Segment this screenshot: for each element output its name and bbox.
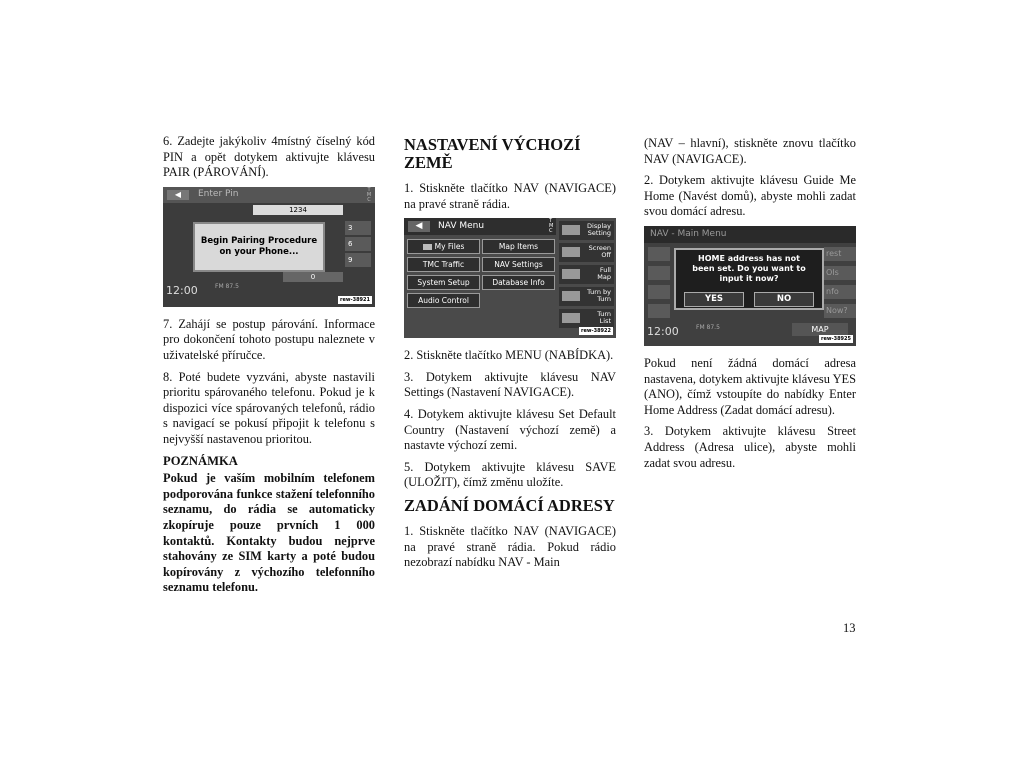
page-number: 13 [843,621,856,635]
menu-button-partial: rest [824,247,856,261]
note-heading: POZNÁMKA [163,453,238,468]
keypad-key: 6 [345,237,371,251]
keypad-key: 3 [345,221,371,235]
column-1 [163,134,375,596]
step-2-text: 2. Stiskněte tlačítko MENU (NABÍDKA). [404,348,614,363]
menu-button-system-setup: System Setup [407,275,480,290]
side-button-display-setting: Display Setting [559,221,614,240]
section-heading-home-address: ZADÁNÍ DOMÁCÍ ADRESY [404,495,615,515]
dialog-line: input it now? [719,273,779,283]
screen-title: NAV - Main Menu [650,228,727,239]
dialog-line: HOME address has not [698,253,800,263]
map-button: MAP [792,323,848,336]
enter-pin-screen-image [163,187,375,307]
back-arrow-icon: ◀ [408,221,430,232]
menu-button-map-items: Map Items [482,239,555,254]
menu-icon [648,266,670,280]
menu-icon [648,247,670,261]
pairing-dialog [193,222,325,272]
dialog-line: been set. Do you want to [692,263,806,273]
clock: 12:00 [166,283,198,297]
menu-button-database-info: Database Info [482,275,555,290]
menu-button-tmc-traffic: TMC Traffic [407,257,480,272]
step-3b-text: 3. Dotykem aktivujte klávesu Street Address (Adresa ulice), abyste mohli zadat svou adresu. [644,424,856,470]
side-button-turn-list: Turn List [559,309,614,328]
menu-button-partial: nfo [824,285,856,299]
nav-menu-screen-image [404,218,616,338]
step-6-text: 6. Zadejte jakýkoliv 4místný číselný kód PIN a opět dotykem aktivujte klávesu PAIR (PÁROVÁNÍ). [163,134,375,180]
yes-button: YES [684,292,744,307]
step-7-text: 7. Zahájí se postup párování. Informace pro dokončení tohoto postupu naleznete v uživatelské příručce. [163,316,375,362]
keypad-key: 9 [345,253,371,267]
back-arrow-icon: ◀ [167,190,189,200]
side-button-full-map: Full Map [559,265,614,284]
clock: 12:00 [647,324,679,338]
image-reference: rew-38921 [340,296,370,303]
screen-title: Enter Pin [198,188,239,199]
menu-icon [648,304,670,318]
screen-top-bar [163,187,375,203]
menu-button-partial: Now? [824,304,856,318]
list-icon [562,313,580,323]
side-button-screen-off: Screen Off [559,243,614,262]
map-icon [562,269,580,279]
menu-button-audio-control: Audio Control [407,293,480,308]
step-8-text: 8. Poté budete vyzváni, abyste nastavili prioritu spárovaného telefonu. Pokud je k dispozici více spárovaných telefonů, rádio s navigací se pokusí připojit k telefonu s nejvyšší nastavenou prioritou. [163,369,375,446]
section-heading-default-country: NASTAVENÍ VÝCHOZÍ ZEMĚ [404,135,581,172]
screen-top-bar [644,226,856,243]
dialog-line: on your Phone... [219,246,299,257]
tmc-indicator: T M C [366,186,372,203]
screen-top-bar [404,218,556,235]
menu-icon [648,285,670,299]
keypad-key-zero: 0 [283,272,343,282]
no-button: NO [754,292,814,307]
radio-frequency: FM 87.5 [696,323,720,331]
menu-button-nav-settings: NAV Settings [482,257,555,272]
step-4-text: 4. Dotykem aktivujte klávesu Set Default Country (Nastavení výchozí země) a nastavte výchozí zemi. [404,406,616,453]
display-icon [562,225,580,235]
yes-instruction-text: Pokud není žádná domácí adresa nastavena, dotykem aktivujte klávesu YES (ANO), čímž vstoupíte do nabídky Enter Home Address (Zadat domácí adresu). [644,355,856,417]
step-1-text: 1. Stiskněte tlačítko NAV (NAVIGACE) na pravé straně rádia. [404,181,616,211]
note-text: Pokud je vaším mobilním telefonem podporována funkce stažení telefonního seznamu, do rádia se automaticky zkopíruje pouze prvních 1 000 kontaktů. Kontakty budou nejprve stahovány ze SIM karty a poté budou kopírovány z výchozího telefonního seznamu telefonu. [163,471,375,595]
nav-main-menu-screen-image [644,226,856,346]
folder-icon [423,244,432,250]
home-address-dialog [674,248,824,310]
step-1b-text: 1. Stiskněte tlačítko NAV (NAVIGACE) na pravé straně rádia. Pokud rádio nezobrazí nabídku NAV - Main [404,523,616,570]
column-3 [644,136,856,477]
continuation-text: (NAV – hlavní), stiskněte znovu tlačítko NAV (NAVIGACE). [644,136,856,166]
column-2 [404,134,616,577]
screen-icon [562,247,580,257]
pin-field: 1234 [253,205,343,215]
menu-button-my-files: My Files [407,239,480,254]
turn-icon [562,291,580,301]
step-5-text: 5. Dotykem aktivujte klávesu SAVE (ULOŽIT), čímž změnu uložíte. [404,459,616,490]
tmc-indicator: T M C [549,218,554,235]
dialog-line: Begin Pairing Procedure [200,235,318,246]
menu-button-partial: OIs [824,266,856,280]
image-reference: rew-38922 [581,328,611,335]
step-2b-text: 2. Dotykem aktivujte klávesu Guide Me Home (Navést domů), abyste mohli zadat svou domácí adresu. [644,173,856,219]
radio-frequency: FM 87.5 [215,282,239,290]
image-reference: rew-38925 [821,335,851,342]
step-3-text: 3. Dotykem aktivujte klávesu NAV Settings (Nastavení NAVIGACE). [404,369,616,400]
side-button-turn-by-turn: Turn by Turn [559,287,614,306]
screen-title: NAV Menu [438,221,485,232]
